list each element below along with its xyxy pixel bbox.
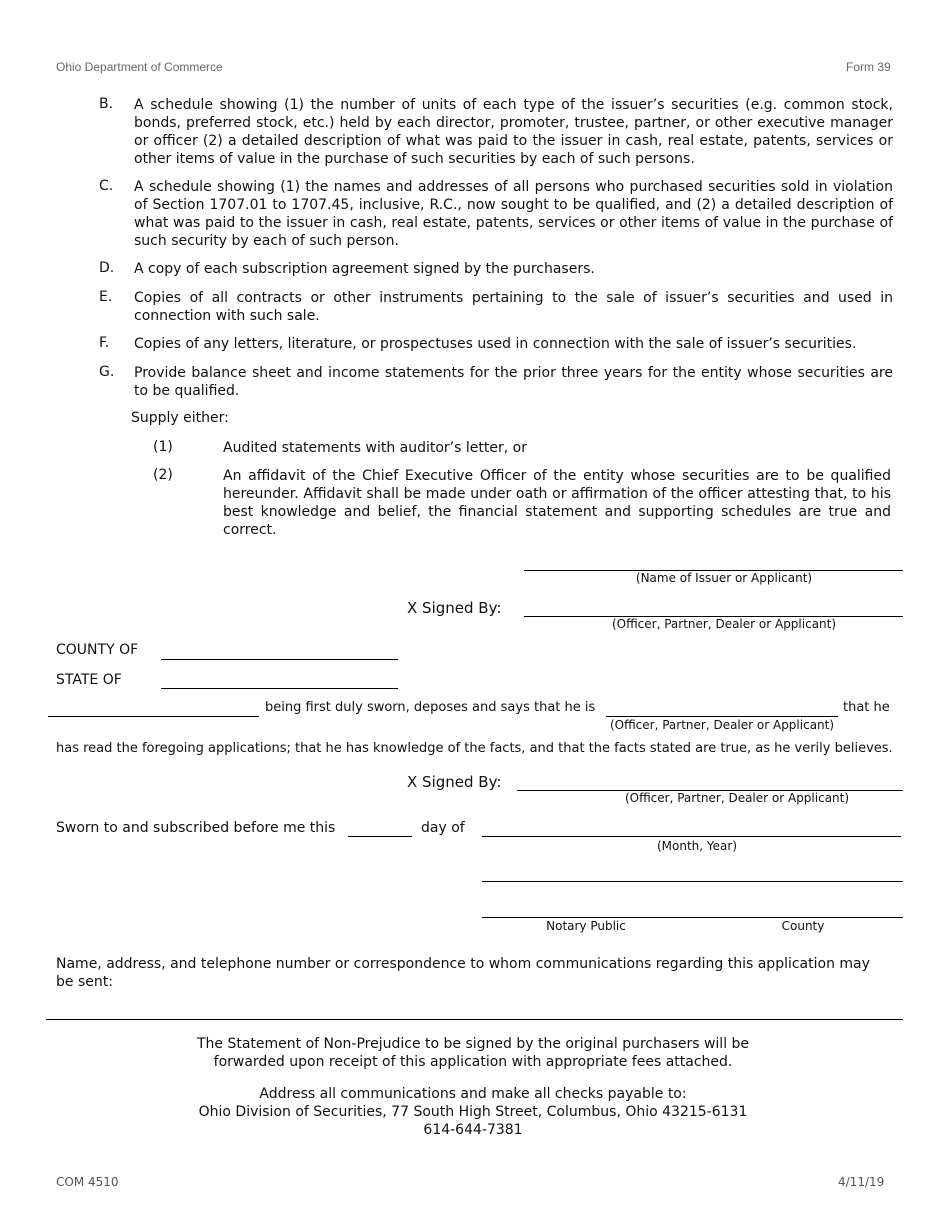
notary-caption: Notary Public [546,919,626,933]
non-prejudice-line-2: forwarded upon receipt of this application with appropriate fees attached. [213,1054,733,1070]
sub-item-text-2: An affidavit of the Chief Executive Officer of the entity whose securities are to be qualified hereunder. Affidavit shall be made under oath or affirmation of the officer attesting that, to his best knowledge and belief, the financial statement and supporting schedules are true and correct. [223,468,891,538]
supply-either-label: Supply either: [131,410,229,426]
item-letter-c: C. [99,178,114,194]
officer-caption: (Officer, Partner, Dealer or Applicant) [611,617,837,631]
form-code: COM 4510 [56,1175,119,1189]
state-label: STATE OF [56,672,122,688]
phone-number: 614-644-7381 [423,1122,523,1138]
sworn-prefix: Sworn to and subscribed before me this [56,820,336,836]
read-statement: has read the foregoing applications; that he has knowledge of the facts, and that the facts stated are true, as he verily believes. [56,741,893,756]
item-letter-f: F. [99,335,110,351]
notary-county-line[interactable] [482,917,903,918]
issuer-name-caption: (Name of Issuer or Applicant) [635,571,813,585]
affiant-title-field[interactable] [606,716,838,717]
department-name: Ohio Department of Commerce [56,60,223,74]
sworn-text: being first duly sworn, deposes and says that he is [265,700,596,715]
sub-item-num-1: (1) [153,439,173,455]
county-caption: County [781,919,825,933]
item-text-f: Copies of any letters, literature, or prospectuses used in connection with the sale of issuer’s securities. [134,336,857,352]
day-field[interactable] [348,836,412,837]
that-he-text: that he [843,700,890,715]
affiant-name-field[interactable] [48,716,259,717]
county-field[interactable] [161,659,398,660]
item-letter-e: E. [99,289,113,305]
item-letter-b: B. [99,96,114,112]
county-label: COUNTY OF [56,642,139,658]
revision-date: 4/11/19 [838,1175,885,1189]
item-text-c: A schedule showing (1) the names and addresses of all persons who purchased securities sold in violation of Section 1707.01 to 1707.45, inclusive, R.C., now sought to be qualified, and (2) a detailed description of what was paid to the issuer in cash, real estate, patents, services or other items of value in the purchase of such security by each of such person. [134,179,893,249]
affiant-title-caption: (Officer, Partner, Dealer or Applicant) [609,718,835,732]
signed-by-label: X Signed By: [407,599,502,617]
signed-by-label-2: X Signed By: [407,773,502,791]
sub-item-num-2: (2) [153,467,173,483]
item-text-g: Provide balance sheet and income statements for the prior three years for the entity whose securities are to be qualified. [134,365,893,399]
notary-signature-line[interactable] [482,881,903,882]
non-prejudice-line-1: The Statement of Non-Prejudice to be signed by the original purchasers will be [196,1036,750,1052]
state-field[interactable] [161,688,398,689]
correspondence-field[interactable] [46,1019,903,1020]
month-year-field[interactable] [482,836,901,837]
sub-item-text-1: Audited statements with auditor’s letter, or [223,440,527,456]
form-number: Form 39 [846,60,891,74]
item-text-b: A schedule showing (1) the number of units of each type of the issuer’s securities (e.g. common stock, bonds, preferred stock, etc.) held by each director, promoter, trustee, partner, or other executive manager or officer (2) a detailed description of what was paid to the issuer in cash, real estate, patents, services or other items of value in the purchase of such securities by each of such persons. [134,97,893,167]
item-letter-g: G. [99,364,115,380]
month-year-caption: (Month, Year) [656,839,737,853]
item-letter-d: D. [99,260,115,276]
day-of-label: day of [421,820,465,836]
address-line-2: Ohio Division of Securities, 77 South High Street, Columbus, Ohio 43215-6131 [198,1104,748,1120]
item-text-d: A copy of each subscription agreement signed by the purchasers. [134,261,595,277]
address-line-1: Address all communications and make all checks payable to: [259,1086,687,1102]
correspondence-label: Name, address, and telephone number or correspondence to whom communications regarding this application may be sent: [56,956,870,990]
officer-caption-2: (Officer, Partner, Dealer or Applicant) [624,791,850,805]
item-text-e: Copies of all contracts or other instruments pertaining to the sale of issuer’s securities and used in connection with such sale. [134,290,893,324]
